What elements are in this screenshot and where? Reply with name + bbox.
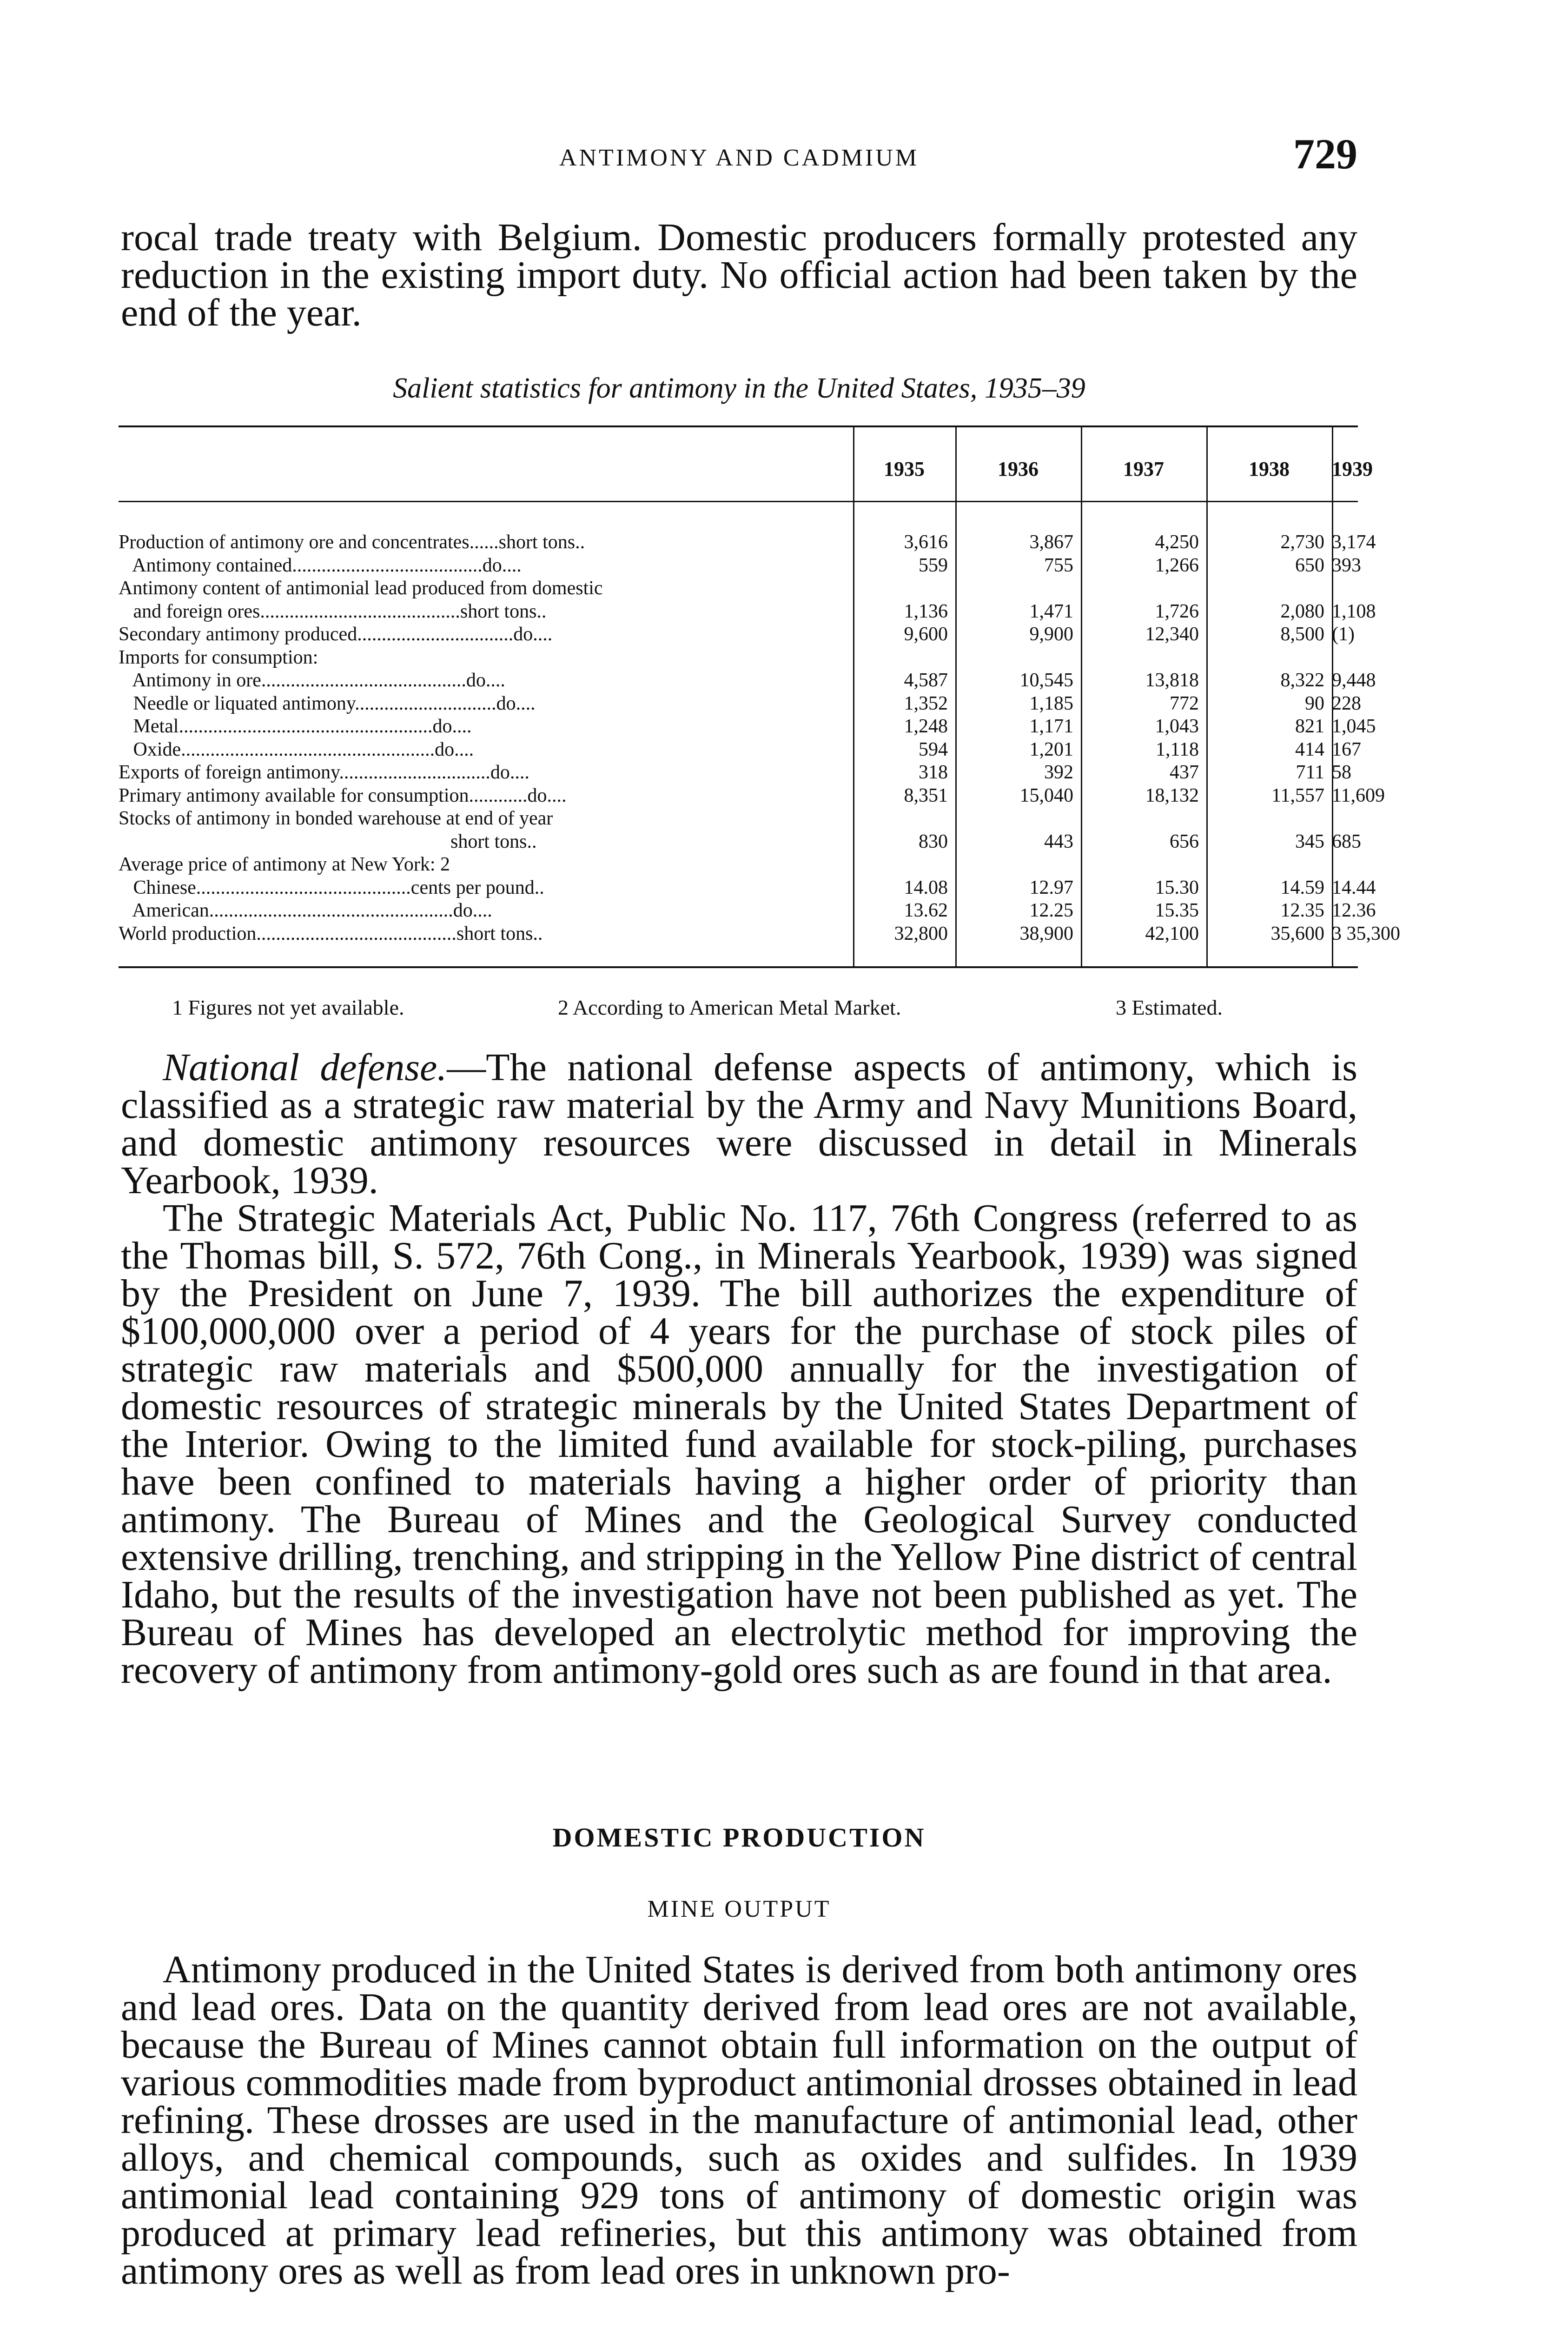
table-cell: 1,108 <box>1332 600 1376 622</box>
table-cell: 414 <box>1295 738 1324 760</box>
table-cell: 830 <box>919 830 948 852</box>
table-cell: 755 <box>1044 554 1073 576</box>
table-cell: 392 <box>1044 762 1073 783</box>
table-cell: 167 <box>1332 738 1361 760</box>
table-cell: 4,250 <box>1155 531 1199 553</box>
table-row-label: short tons.. <box>119 830 537 852</box>
table-row-label: Secondary antimony produced................................do.... <box>119 624 553 645</box>
table-cell: 13.62 <box>904 900 948 921</box>
table-cell: 1,045 <box>1332 716 1376 737</box>
table-cell: 13,818 <box>1145 670 1199 691</box>
table-cell: 15.35 <box>1155 900 1199 921</box>
table-row-label: Primary antimony available for consumption............do.... <box>119 784 567 806</box>
table-row-label: Oxide....................................................do.... <box>119 738 474 760</box>
table-footnote: 2 According to American Metal Market. <box>558 996 901 1019</box>
table-cell: 9,600 <box>904 624 948 645</box>
table-cell: 14.44 <box>1332 877 1376 898</box>
table-cell: 14.59 <box>1280 877 1324 898</box>
table-cell: 1,471 <box>1029 600 1073 622</box>
table-cell: 38,900 <box>1019 923 1073 944</box>
strategic-materials-paragraph: The Strategic Materials Act, Public No. 117, 76th Congress (referred to as the Thomas bill, S. 572, 76th Cong., in Minerals Yearbook, 1939) was signed by the President on June 7, 1939. The bill authorizes the expenditure of $100,000,000 over a period of 4 years for the purchase of stock piles of strategic raw materials and $500,000 annually for the investigation of domestic resources of strategic minerals by the United States Department of the Interior. Owing to the limited fund available for stock-piling, purchases have been confined to materials having a higher order of priority than antimony. The Bureau of Mines and the Geological Survey conducted extensive drilling, trenching, and stripping in the Yellow Pine district of central Idaho, but the results of the investigation have not been published as yet. The Bureau of Mines has developed an electrolytic method for improving the recovery of antimony from antimony-gold ores such as are found in that area. <box>121 1196 1357 1692</box>
page-number: 729 <box>1293 130 1357 178</box>
table-cell: (1) <box>1332 624 1355 645</box>
table-cell: 32,800 <box>894 923 948 944</box>
table-cell: 12.35 <box>1280 900 1324 921</box>
table-row-label: and foreign ores.........................................short tons.. <box>119 600 547 622</box>
table-cell: 9,900 <box>1029 624 1073 645</box>
table-cell: 345 <box>1295 830 1324 852</box>
table-cell: 14.08 <box>904 877 948 898</box>
table-cell: 9,448 <box>1332 670 1376 691</box>
table-cell: 15,040 <box>1019 784 1073 806</box>
table-cell: 12.36 <box>1332 900 1376 921</box>
table-row-label: Metal....................................................do.... <box>119 716 472 737</box>
mine-output-block <box>121 1948 1357 2292</box>
table-cell: 1,248 <box>904 716 948 737</box>
salient-statistics-table <box>119 425 1400 986</box>
table-cell: 650 <box>1295 554 1324 576</box>
table-cell: 3 35,300 <box>1332 923 1400 944</box>
table-footnote: 1 Figures not yet available. <box>172 996 404 1019</box>
table-cell: 4,587 <box>904 670 948 691</box>
table-row-label: Production of antimony ore and concentrates......short tons.. <box>119 531 585 553</box>
year-column-heading: 1939 <box>1332 458 1373 480</box>
table-cell: 656 <box>1170 830 1199 852</box>
intro-paragraph-block <box>121 216 1357 334</box>
table-cell: 90 <box>1305 692 1324 714</box>
table-cell: 15.30 <box>1155 877 1199 898</box>
table-cell: 1,118 <box>1156 738 1199 760</box>
national-defense-block <box>121 1046 1357 1692</box>
table-cell: 12,340 <box>1145 624 1199 645</box>
table-cell: 2,730 <box>1280 531 1324 553</box>
table-cell: 12.97 <box>1029 877 1073 898</box>
year-column-heading: 1935 <box>884 458 925 480</box>
table-row-label: American..................................................do.... <box>119 900 492 921</box>
table-row-label: Antimony in ore..........................................do.... <box>119 670 505 691</box>
section-heading-domestic-production: DOMESTIC PRODUCTION <box>552 1822 926 1853</box>
intro-paragraph: rocal trade treaty with Belgium. Domestic producers formally protested any reduction in the existing import duty. No official action had been taken by the end of the year. <box>121 216 1357 334</box>
table-header-rule <box>119 501 1358 502</box>
table-bottom-rule <box>119 966 1358 968</box>
national-defense-text: —The national defense aspects of antimony, which is classified as a strategic raw material by the Army and Navy Munitions Board, and domestic antimony resources were discussed in detail in Minerals Yearbook, 1939. <box>121 1046 1357 1202</box>
table-cell: 3,174 <box>1332 531 1376 553</box>
table-cell: 318 <box>919 762 948 783</box>
table-cell: 1,185 <box>1029 692 1073 714</box>
table-cell: 35,600 <box>1270 923 1324 944</box>
table-cell: 8,322 <box>1280 670 1324 691</box>
table-row-label: Chinese............................................cents per pound.. <box>119 877 544 898</box>
table-row-label: Needle or liquated antimony.............................do.... <box>119 692 536 714</box>
national-defense-heading: National defense. <box>163 1046 447 1089</box>
table-row-label: World production.........................................short tons.. <box>119 923 543 944</box>
table-cell: 11,609 <box>1332 784 1385 806</box>
table-cell: 1,352 <box>904 692 948 714</box>
national-defense-paragraph <box>121 1046 1357 1202</box>
table-cell: 772 <box>1170 692 1199 714</box>
table-cell: 1,136 <box>904 600 948 622</box>
table-cell: 821 <box>1295 716 1324 737</box>
table-cell: 1,171 <box>1029 716 1073 737</box>
table-cell: 8,351 <box>904 784 948 806</box>
table-top-rule <box>119 425 1358 427</box>
table-row-label: Antimony content of antimonial lead produced from domestic <box>119 578 603 599</box>
table-row-label: Imports for consumption: <box>119 646 318 668</box>
table-cell: 1,266 <box>1155 554 1199 576</box>
year-column-heading: 1937 <box>1123 458 1164 480</box>
table-cell: 2,080 <box>1280 600 1324 622</box>
table-cell: 8,500 <box>1280 624 1324 645</box>
table-cell: 228 <box>1332 692 1361 714</box>
table-row-label: Antimony contained.......................................do.... <box>119 554 522 576</box>
table-cell: 443 <box>1044 830 1073 852</box>
table-cell: 594 <box>919 738 948 760</box>
table-cell: 10,545 <box>1019 670 1073 691</box>
table-cell: 42,100 <box>1145 923 1199 944</box>
table-cell: 437 <box>1170 762 1199 783</box>
table-cell: 58 <box>1332 762 1351 783</box>
table-row-label: Exports of foreign antimony...............................do.... <box>119 762 529 783</box>
table-cell: 711 <box>1296 762 1324 783</box>
table-row-label: Average price of antimony at New York: 2 <box>119 854 450 875</box>
table-cell: 11,557 <box>1271 784 1324 806</box>
table-caption: Salient statistics for antimony in the United States, 1935–39 <box>393 372 1085 404</box>
year-column-heading: 1936 <box>998 458 1039 480</box>
subsection-heading-mine-output: MINE OUTPUT <box>647 1896 831 1922</box>
running-header <box>121 130 1357 191</box>
table-cell: 3,616 <box>904 531 948 553</box>
table-row-label: Stocks of antimony in bonded warehouse at end of year <box>119 808 553 829</box>
table-cell: 685 <box>1332 830 1361 852</box>
table-cell: 3,867 <box>1029 531 1073 553</box>
table-cell: 1,726 <box>1155 600 1199 622</box>
mine-output-paragraph: Antimony produced in the United States is derived from both antimony ores and lead ores. Data on the quantity derived from lead ores are not available, because the Bureau of Mines cannot obtain full information on the output of various commodities made from byproduct antimonial drosses obtained in lead refining. These drosses are used in the manufacture of antimonial lead, other alloys, and chemical compounds, such as oxides and sulfides. In 1939 antimonial lead containing 929 tons of antimony of domestic origin was produced at primary lead refineries, but this antimony was obtained from antimony ores as well as from lead ores in unknown pro- <box>121 1948 1357 2292</box>
table-cell: 1,201 <box>1029 738 1073 760</box>
table-footnotes <box>172 995 1334 1023</box>
table-cell: 1,043 <box>1155 716 1199 737</box>
table-footnote: 3 Estimated. <box>1116 996 1223 1019</box>
table-cell: 559 <box>919 554 948 576</box>
year-column-heading: 1938 <box>1249 458 1290 480</box>
table-cell: 18,132 <box>1145 784 1199 806</box>
running-title: ANTIMONY AND CADMIUM <box>559 145 920 171</box>
table-cell: 12.25 <box>1029 900 1073 921</box>
table-cell: 393 <box>1332 554 1361 576</box>
